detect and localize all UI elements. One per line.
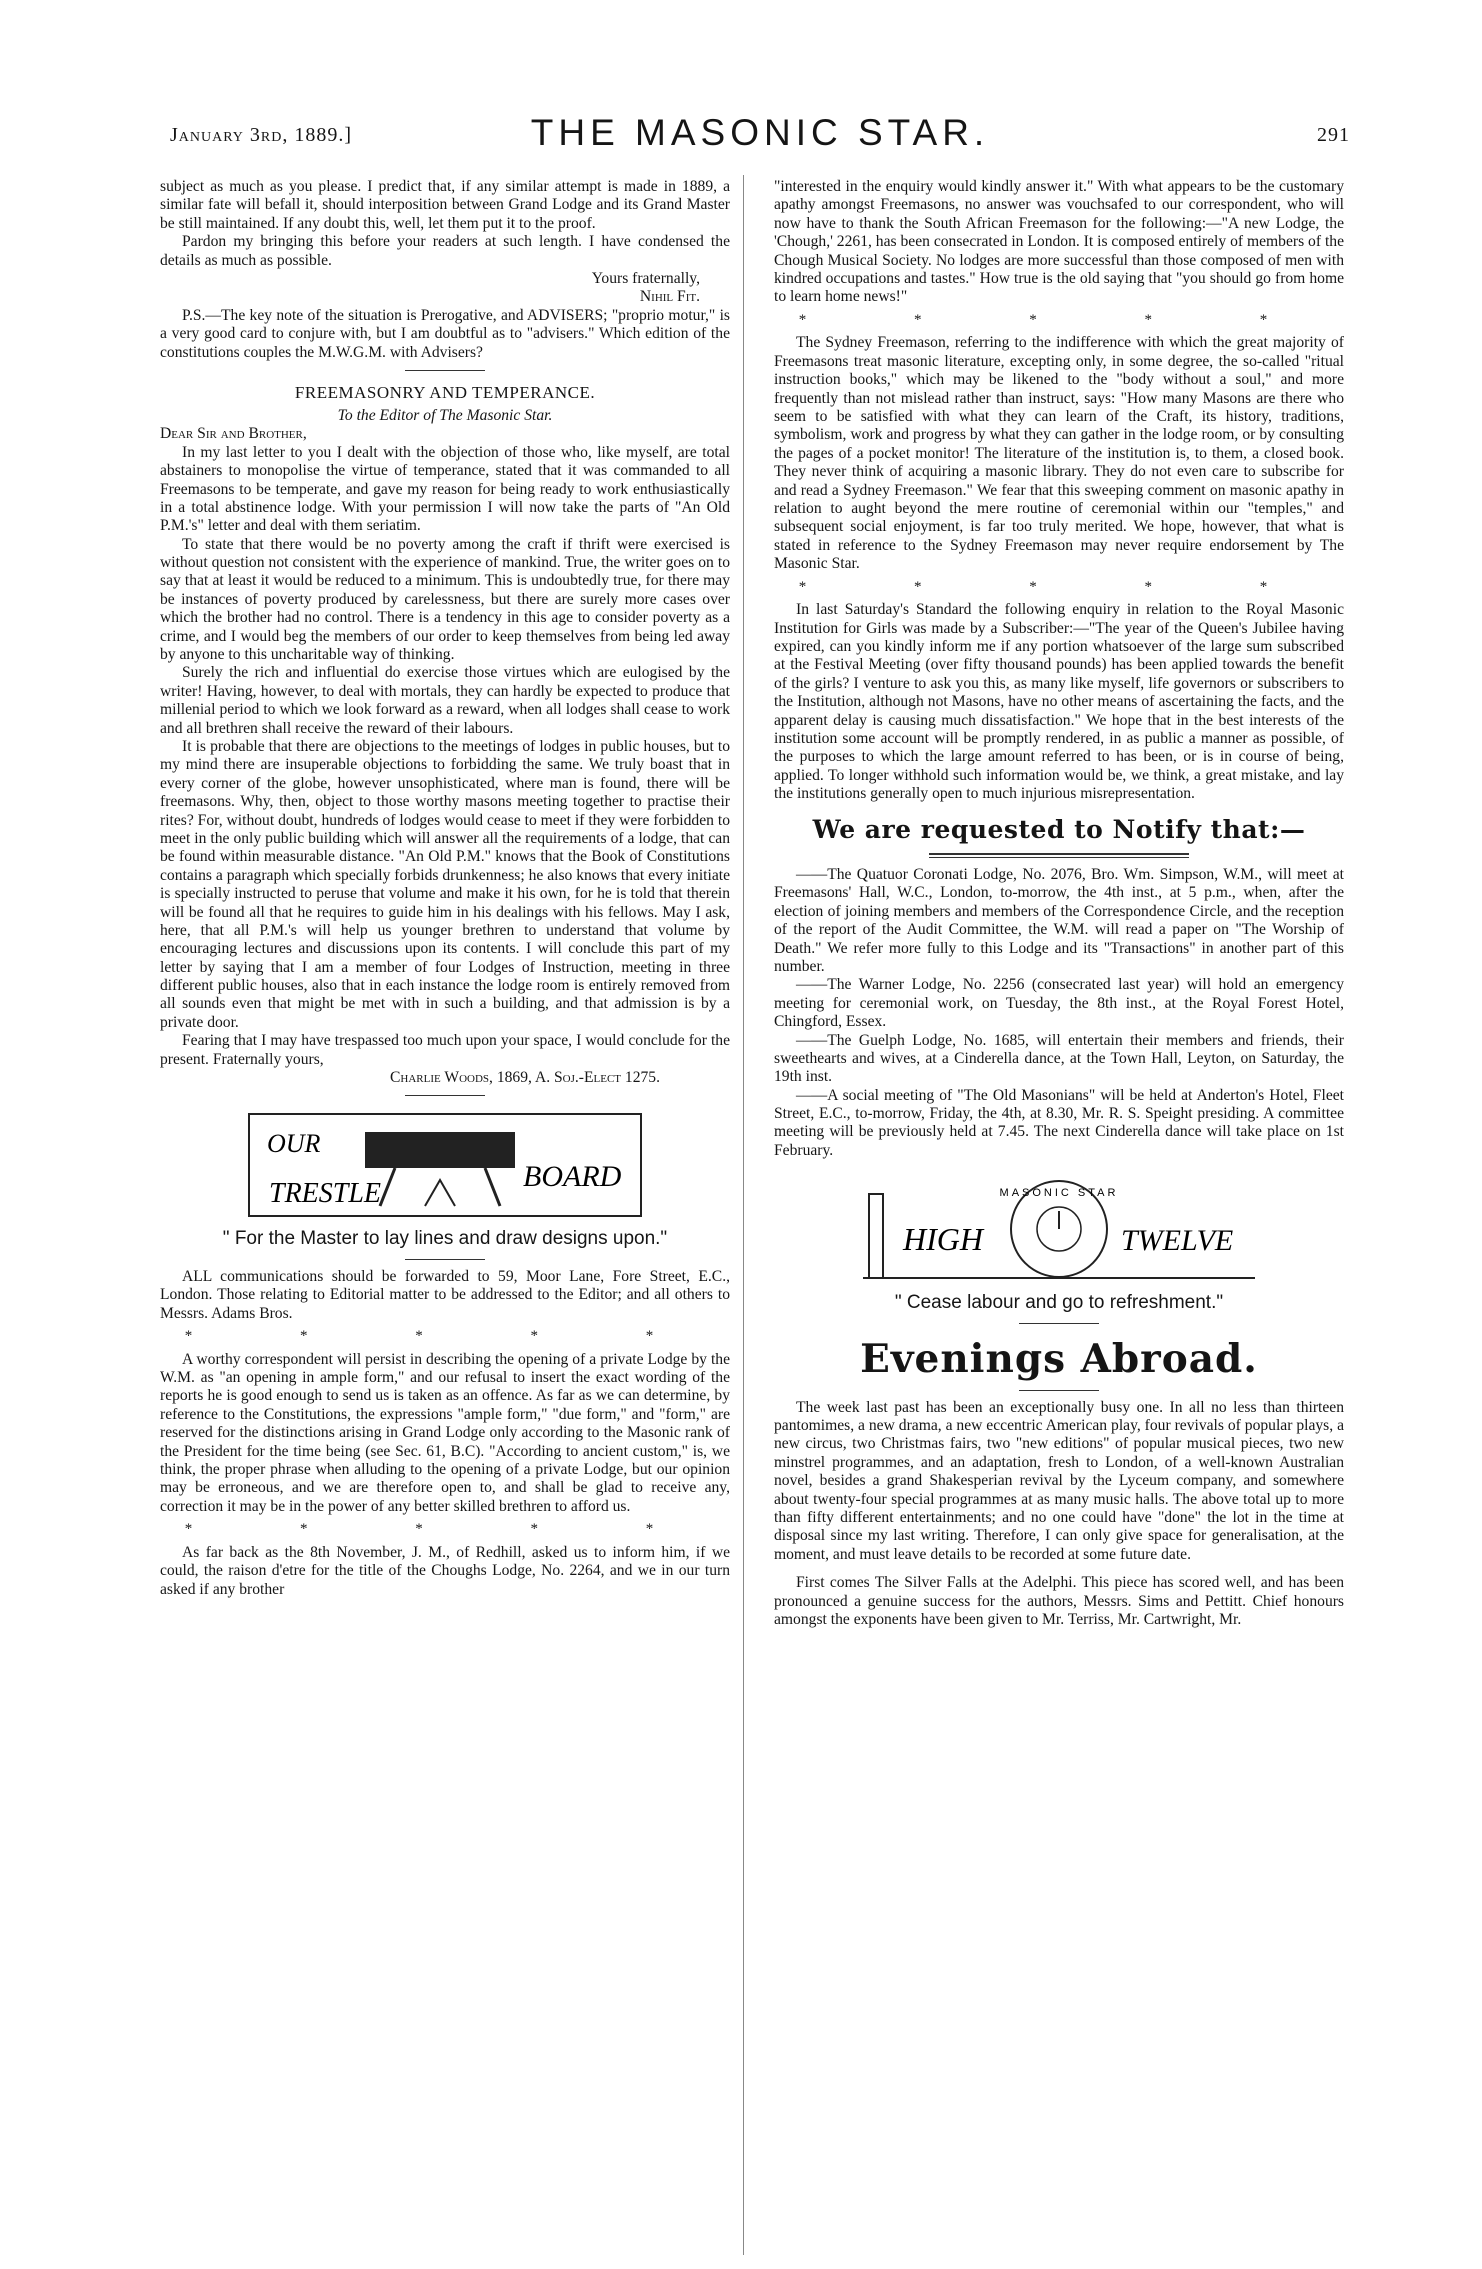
letter-signature: Nihil Fit. (639, 288, 700, 306)
editorial-paragraph: In last Saturday's Standard the following enquiry in relation to the Royal Masonic Institution for Girls was made by a Subscriber:—"The year of the Queen's Jubilee having expired, can you kindly inform me if any portion whatsoever of the large sum subscribed at the Festival Meeting (over fifty thousand pounds) has been applied towards the benefit of the girls? I venture to ask you this, as many like myself, life governors or subscribers to the Institution, although not Masons, have no other means of ascertaining the facts, and the apparent delay is causing much dissatisfaction." We hope that in the best interests of the institution some account will be promptly rendered, in as public a manner as possible, of the purposes to which the large amount referred to has been, or is in course of being, applied. To longer withhold such information would be, we think, a great mistake, and lay the institutions generally open to much injurious misrepresentation. (774, 601, 1344, 803)
column-divider (743, 175, 744, 2255)
article-paragraph: It is probable that there are objections to the meetings of lodges in public houses, but to my mind there are insuperable objections to forbidding the same. We truly boast that in every corner of the globe, however unsophisticated, where man is found, there will be freemasons. Why, then, object to those worthy masons meeting together to practise their rites? For, without doubt, hundreds of lodges would cease to meet if they were forbidden to meet in the only public building which will answer all the requirements of a lodge, that can be found within measurable distance. "An Old P.M." knows that the Book of Constitutions contains a paragraph which specially forbids drunkenness; he also knows that every initiate is specially instructed to peruse that volume and make it his own, for he is told that therein will be found all that he requires to guide him in his dealings with his fellows. May I ask, here, that all P.M.'s will help us younger brethren to understand that volume by encouraging lectures and discussions upon its contents. I will conclude this part of my letter by saying that I am a member of four Lodges of Instruction, meeting in three different public houses, also that in each instance the lodge room is entirely removed from all sounds even that might be met with in such a building, and that admission is by a private door. (160, 737, 730, 1031)
article-subtitle: To the Editor of The Masonic Star. (337, 406, 553, 424)
notice-paragraph: ALL communications should be forwarded to 59, Moor Lane, Fore Street, E.C., London. Those relating to Editorial matter to be addressed to the Editor; and all others to Messrs. Adams Bros. (160, 1267, 730, 1322)
notify-item: ——The Guelph Lodge, No. 1685, will entertain their members and friends, their sweethearts and wives, at a Cinderella dance, at the Town Hall, Leyton, on Saturday, the 19th inst. (774, 1031, 1344, 1086)
section-rule (1019, 1323, 1099, 1324)
notify-item: ——The Quatuor Coronati Lodge, No. 2076, Bro. Wm. Simpson, W.M., will meet at Freemasons' Hall, W.C., London, to-morrow, the 4th inst., at 5 p.m., when, after the election of joining members and members of the Correspondence Circle, and the reception of the report of the Audit Committee, the W.M. will read a paper on "The Worship of Death." We refer more fully to this Lodge and its "Transactions" in another part of this number. (774, 865, 1344, 975)
right-column (774, 178, 1344, 1629)
notify-item: ——A social meeting of "The Old Masonians" will be held at Anderton's Hotel, Fleet Street, E.C., to-morrow, Friday, the 4th, at 8.30, Mr. R. S. Speight presiding. A committee meeting will be previously held at 7.45. The next Cinderella dance will take place on 1st February. (774, 1086, 1344, 1159)
section-stars: * * * * * (184, 1327, 706, 1344)
postscript: P.S.—The key note of the situation is Prerogative, and ADVISERS; "proprio motur," is a very good card to conjure with, but I am doubtful as to "advisers." Which edition of the constitutions couples the M.W.G.M. with Advisers? (160, 306, 730, 361)
high-twelve-emblem (859, 1174, 1259, 1284)
letter-closing: Yours fraternally, (591, 269, 700, 287)
section-rule (405, 1259, 485, 1260)
emblem-caption: " For the Master to lay lines and draw designs upon." (222, 1228, 668, 1250)
masthead-title: THE MASONIC STAR. (530, 112, 990, 153)
emblem-word-trestle: TRESTLE (269, 1178, 382, 1210)
section-rule (1019, 1390, 1099, 1391)
left-column (160, 178, 730, 1599)
editorial-paragraph: A worthy correspondent will persist in describing the opening of a private Lodge by the W.M. as "an opening in ample form," and our refusal to insert the exact wording of the reports he is good enough to send us is taken as an offence. As far as we can determine, by reference to the Constitutions, the expressions "ample form," "due form," and "form," are reserved for the distinctions arising in Grand Lodge only according to the Masonic rank of the President for the time being (see Sec. 61, B.C). "According to ancient custom," is, we think, the proper phrase when alluding to the opening of a private Lodge, but our opinion may be erroneous, and we are therefore open to, and shall be glad to receive any, correction it may be in the power of any better skilled brethren to afford us. (160, 1350, 730, 1515)
editorial-paragraph: "interested in the enquiry would kindly answer it." With what appears to be the customary apathy amongst Freemasons, no answer was vouchsafed to our correspondent, who will now have to thank the South African Freemason for the following:—"A new Lodge, the 'Chough,' 2261, has been consecrated in London. It is composed entirely of members of the Chough Musical Society. No lodges are more successful than those composed of men with kindred occupations and tastes." How true is the old saying that "you should go from home to learn home news!" (774, 178, 1344, 306)
issue-date: January 3rd, 1889.] (170, 124, 353, 146)
emblem-ring-text: MASONIC STAR (999, 1187, 1119, 1200)
article-salutation: Dear Sir and Brother, (160, 425, 307, 443)
trestle-board-icon (365, 1132, 515, 1168)
section-stars: * * * * * (184, 1521, 706, 1538)
editorial-paragraph: The Sydney Freemason, referring to the indifference with which the great majority of Freemasons treat masonic literature, excepting only, in some degree, the so-called "ritual instruction books," which may be likened to the "body without a soul," and more frequently than not mislead rather than instruct, says: "How many Masons are there who seem to be satisfied with what they can learn of the Craft, its history, traditions, symbolism, work and progress by what they can gather in the lodge room, or by consulting the pages of a pocket monitor! The literature of the institution is, to them, a closed book. They never think of acquiring a masonic library. They do not even care to subscribe for and read a Sydney Freemason." We fear that this sweeping comment on masonic apathy in relation to aught beyond the mere routine of ceremonial within our "temples," and subsequent social enjoyment, is far too truly merited. We hope, however, that what is stated in reference to the Sydney Freemason may never require endorsement by The Masonic Star. (774, 334, 1344, 573)
letter-paragraph: subject as much as you please. I predict that, if any similar attempt is made in 1889, a similar fate will befall it, should interposition between Grand Lodge and its Grand Master be still maintained. If any doubt this, well, let them put it to the proof. (160, 178, 730, 232)
article-title: FREEMASONRY AND TEMPERANCE. (294, 382, 596, 402)
page-header (170, 112, 1350, 160)
notify-heading: We are requested to Notify that:— (812, 815, 1306, 845)
notify-item: ——The Warner Lodge, No. 2256 (consecrated last year) will hold an emergency meeting for ceremonial work, on Tuesday, the 8th inst., at the Royal Forest Hotel, Chingford, Essex. (774, 976, 1344, 1031)
page-number: 291 (1317, 124, 1350, 146)
emblem-word-our: OUR (267, 1129, 321, 1159)
article-paragraph: To state that there would be no poverty among the craft if thrift were exercised is without question not consistent with the experience of mankind. True, the writer goes on to say that at least it would be reduced to a minimum. This is undoubtedly true, for there may be instances of poverty produced by carelessness, but there are surely more cases over which the brother had no control. There is a tendency in this age to consider poverty as a crime, and I would beg the members of our order to keep themselves from being led away by anyone to this uncharitable way of thinking. (160, 535, 730, 664)
review-paragraph: The week last past has been an exceptionally busy one. In all no less than thirteen pantomimes, a new drama, a new eccentric American play, four revivals of popular plays, a new circus, two Christmas fairs, two "new editions" of popular musical pieces, two new minstrel programmes, and an adaptation, fresh to London, of a well-known Australian novel, besides a grand Shakesperian revival by the Lyceum company, and somewhere about twenty-four special programmes at as many music halls. The above total up to more than fifty different entertainments; and no one could have "done" the lot in the time at disposal since my last writing. Therefore, I can only give space for generalisation, at the moment, and must leave details to be recorded at some future date. (774, 1398, 1344, 1563)
emblem-caption: " Cease labour and go to refreshment." (894, 1292, 1224, 1314)
evenings-abroad-heading: Evenings Abroad. (860, 1335, 1258, 1382)
emblem-word-board: BOARD (523, 1160, 622, 1194)
letter-paragraph: Pardon my bringing this before your readers at such length. I have condensed the details as much as possible. (160, 233, 730, 269)
article-paragraph: Surely the rich and influential do exercise those virtues which are eulogised by the writer! Having, however, to deal with mortals, they can hardly be expected to produce that millenial period to which we look forward as a reward, when all lodges shall cease to work and all brethren shall receive the reward of their labours. (160, 664, 730, 737)
section-rule (405, 370, 485, 371)
section-stars: * * * * * (798, 578, 1320, 595)
trestle-leg-icon (380, 1168, 395, 1206)
heading-rule (929, 853, 1189, 858)
section-stars: * * * * * (798, 311, 1320, 328)
trestle-leg-icon (485, 1168, 500, 1206)
candle-icon (869, 1194, 883, 1278)
section-rule (405, 1095, 485, 1096)
editorial-paragraph: As far back as the 8th November, J. M., of Redhill, asked us to inform him, if we could, the raison d'etre for the title of the Choughs Lodge, No. 2264, and we in our turn asked if any brother (160, 1543, 730, 1598)
article-paragraph: Fearing that I may have trespassed too much upon your space, I would conclude for the present. Fraternally yours, (160, 1032, 730, 1068)
article-signature: Charlie Woods, 1869, A. Soj.-Elect 1275. (390, 1069, 660, 1087)
trestle-board-emblem (245, 1110, 645, 1220)
article-paragraph: In my last letter to you I dealt with the objection of those who, like myself, are total abstainers to monopolise the virtue of temperance, stated that it was commanded to all Freemasons to be temperate, and gave my reason for being ready to work enthusiastically in a total abstinence lodge. With your permission I will now take the parts of "An Old P.M.'s" letter and deal with them seriatim. (160, 443, 730, 535)
emblem-word-twelve: TWELVE (1121, 1224, 1234, 1258)
review-paragraph: First comes The Silver Falls at the Adelphi. This piece has scored well, and has been pronounced a genuine success for the authors, Messrs. Sims and Pettitt. Chief honours amongst the exponents have been given to Mr. Terriss, Mr. Cartwright, Mr. (774, 1574, 1344, 1628)
emblem-word-high: HIGH (903, 1221, 983, 1258)
compass-icon (425, 1180, 455, 1206)
